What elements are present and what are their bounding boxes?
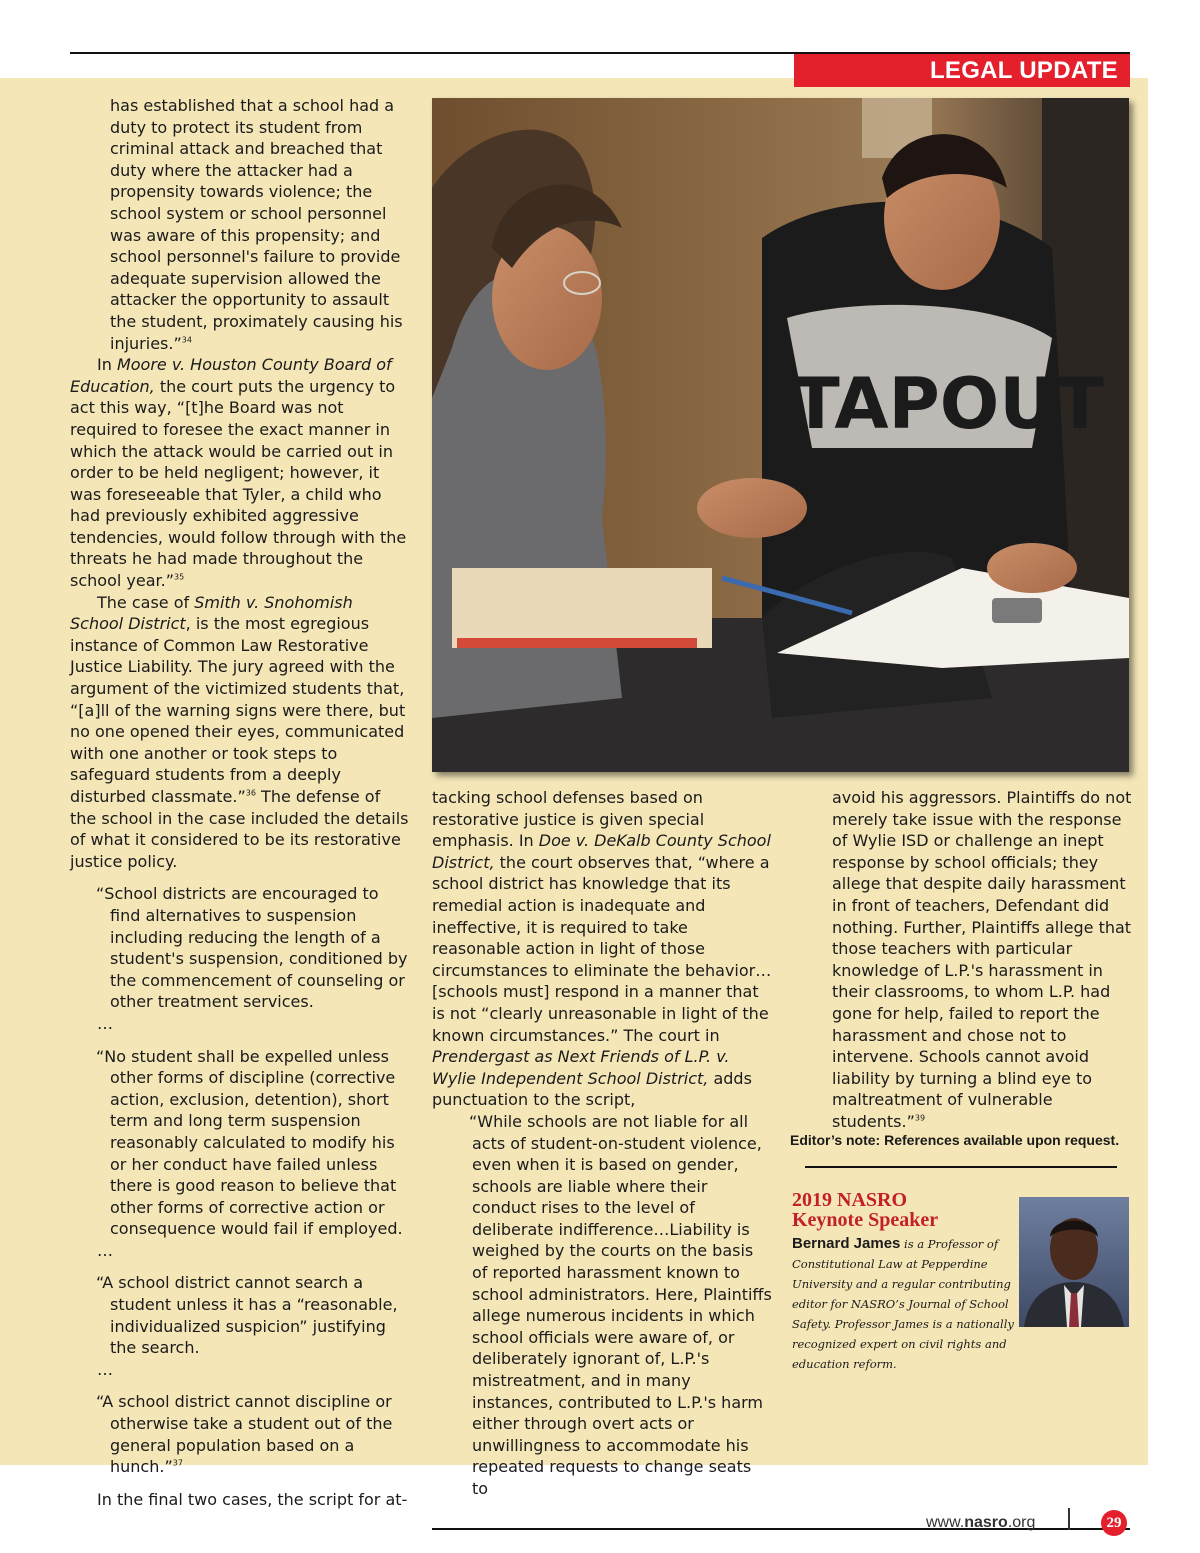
ellipsis: … bbox=[97, 1240, 113, 1260]
case-name: Prendergast as Next Friends of L.P. v. Wylie Independent School District, bbox=[432, 1047, 730, 1088]
editor-note: Editor’s note: References available upon request. bbox=[790, 1132, 1120, 1148]
case-name: Moore v. Houston County Board of Education, bbox=[70, 355, 392, 396]
policy-quote-1: “School districts are encouraged to find alternatives to suspension including reducing the length of a student's suspension, conditioned by the commencement of counseling or other treatment services. bbox=[96, 884, 408, 1012]
page-number: 29 bbox=[1101, 1510, 1127, 1536]
svg-text:TAPOUT: TAPOUT bbox=[792, 363, 1104, 445]
case-name: Smith v. Snohomish School District bbox=[70, 592, 353, 634]
footnote-ref: 37 bbox=[172, 1458, 183, 1468]
paragraph-final-cases: In the final two cases, the script for at- bbox=[97, 1489, 408, 1509]
case-name: Doe v. DeKalb County School District, bbox=[432, 831, 771, 872]
column-left bbox=[70, 95, 410, 1510]
paragraph-smith: The case of Smith v. Snohomish School District, is the most egregious instance of Common Law Restorative Justice Liability. The jury agreed with the argument of the victimized students that, “[a]ll of the warning signs were there, but no one opened their eyes, communicated with one another or took steps to safeguard students from a deeply disturbed classmate.”$^{36}$ The defense of the school in the case included the details of what it considered to be its restorative justice policy. bbox=[70, 592, 409, 871]
footnote-ref: 36 bbox=[245, 788, 256, 798]
policy-quote-2: “No student shall be expelled unless other forms of discipline (corrective action, exclusion, detention), short term and long term suspension reasonably calculated to modify his or her conduct have failed unless there is good reason to believe that other forms of corrective action or consequence would fail if employed. bbox=[96, 1046, 403, 1239]
speaker-headshot bbox=[1019, 1197, 1129, 1327]
keynote-title: 2019 NASRO Keynote Speaker bbox=[792, 1189, 939, 1231]
ellipsis: … bbox=[97, 1359, 113, 1379]
footer-url[interactable]: www.nasro.org bbox=[926, 1514, 1036, 1531]
paragraph-moore: In Moore v. Houston County Board of Education, the court puts the urgency to act this way, “[t]he Board was not required to foresee the exact manner in which the attack would be carried out in order to be held negligent; however, it was foreseeable that Tyler, a child who had previously exhibited aggressive tendencies, would follow through with the threats he had made throughout the school year.”$^{35}$ bbox=[70, 355, 407, 591]
footnote-ref: 34 bbox=[181, 335, 192, 345]
court-quote: “While schools are not liable for all acts of student-on-student violence, even when it is based on gender, schools are liable where their conduct rises to the level of deliberate indifference…Liability is weighed by the courts on the basis of reported harassment known to school administrators. Here, Plaintiffs allege numerous incidents in which school officials were aware of, or deliberately ignorant of, L.P.'s mistreatment, and in many instances, contributed to L.P.'s harm either through overt acts or unwillingness to accommodate his repeated requests to change seats to bbox=[469, 1111, 772, 1498]
policy-quote-3: “A school district cannot search a student unless it has a “reasonable, individualized suspicion” justifying the search. bbox=[96, 1273, 398, 1358]
divider bbox=[805, 1166, 1117, 1168]
column-right bbox=[792, 787, 1132, 1133]
court-quote-continuation: avoid his aggressors. Plaintiffs do not merely take issue with the response of Wylie ISD or challenge an inept response by school officials; they allege that despite daily harassment in front of teachers, Defendant did nothing. Further, Plaintiffs allege that those teachers with particular knowledge of L.P.'s harassment in their classrooms, to whom L.P. had gone for help, failed to report the harassment and chose not to intervene. Schools cannot avoid liability by turning a blind eye to maltreatment of vulnerable students.”$^{39}$ bbox=[832, 788, 1132, 1131]
footnote-ref: 39 bbox=[914, 1113, 926, 1123]
quote-continuation: has established that a school had a duty to protect its student from criminal attack and breached that duty where the attacker had a propensity towards violence; the school system or school personnel was aware of this propensity; and school personnel's failure to provide adequate supervision allowed the attacker the opportunity to assault the student, proximately causing his injuries.”$^{34}$ bbox=[110, 96, 403, 353]
section-label: LEGAL UPDATE bbox=[794, 54, 1130, 87]
footer-separator bbox=[1068, 1508, 1070, 1530]
ellipsis: … bbox=[97, 1013, 113, 1033]
policy-quote-4: “A school district cannot discipline or otherwise take a student out of the general population based on a hunch.”$^{37}$ bbox=[96, 1392, 393, 1477]
footnote-ref: 35 bbox=[173, 572, 185, 582]
paragraph-doe: tacking school defenses based on restorative justice is given special emphasis. In Doe v. DeKalb County School District, the court observes that, “where a school district has knowledge that its remedial action is inadequate and ineffective, it is required to take reasonable action in light of those circumstances to eliminate the behavior… [schools must] respond in a manner that is not “clearly unreasonable in light of the known circumstances.” The court in Prendergast as Next Friends of L.P. v. Wylie Independent School District, adds punctuation to the script, bbox=[432, 788, 772, 1110]
speaker-bio: Bernard James is a Professor of Constitutional Law at Pepperdine University and a regular contributing editor for NASRO’s Journal of School Safety. Professor James is a nationally recognized expert on civil rights and education reform. bbox=[792, 1235, 1014, 1371]
speaker-name: Bernard James bbox=[792, 1235, 901, 1252]
column-middle bbox=[432, 787, 772, 1500]
article-photo bbox=[432, 98, 1129, 772]
